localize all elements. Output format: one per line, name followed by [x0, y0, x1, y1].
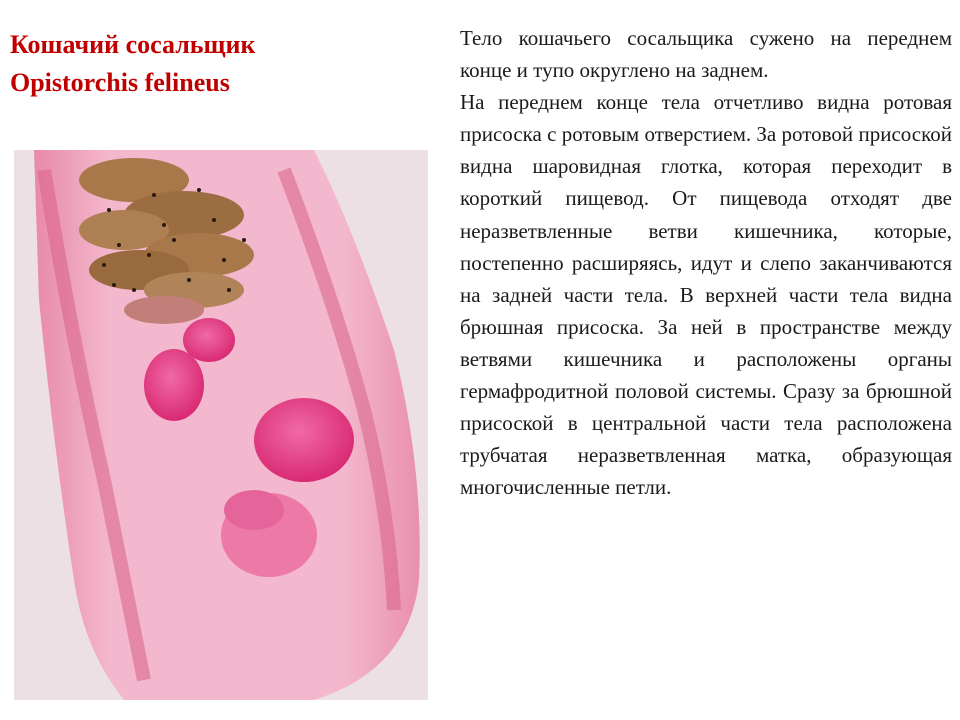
micrograph-image — [14, 150, 428, 700]
slide-title — [10, 26, 430, 102]
micrograph-photo — [14, 150, 428, 700]
title-russian: Кошачий сосальщик — [10, 30, 256, 59]
paragraph-1: Тело кошачьего сосальщика сужено на переднем конце и тупо округлено на заднем. — [460, 26, 952, 83]
title-latin: Opistorchis felineus — [10, 68, 230, 97]
description-text — [460, 22, 952, 503]
paragraph-2: На переднем конце тела отчетливо видна ротовая присоска с ротовым отверстием. За ротовой присоской видна шаровидная глотка, которая переходит в короткий пищевод. От пищевода отходят две неразветвленные ветви кишечника, которые, постепенно расширяясь, идут и слепо заканчиваются на задней части тела. В верхней части тела видна брюшная присоска. За ней в пространстве между ветвями кишечника и расположены органы гермафродитной половой системы. Сразу за брюшной присоской в центральной части тела расположена трубчатая неразветвленная матка, образующая многочисленные петли. — [460, 90, 952, 500]
